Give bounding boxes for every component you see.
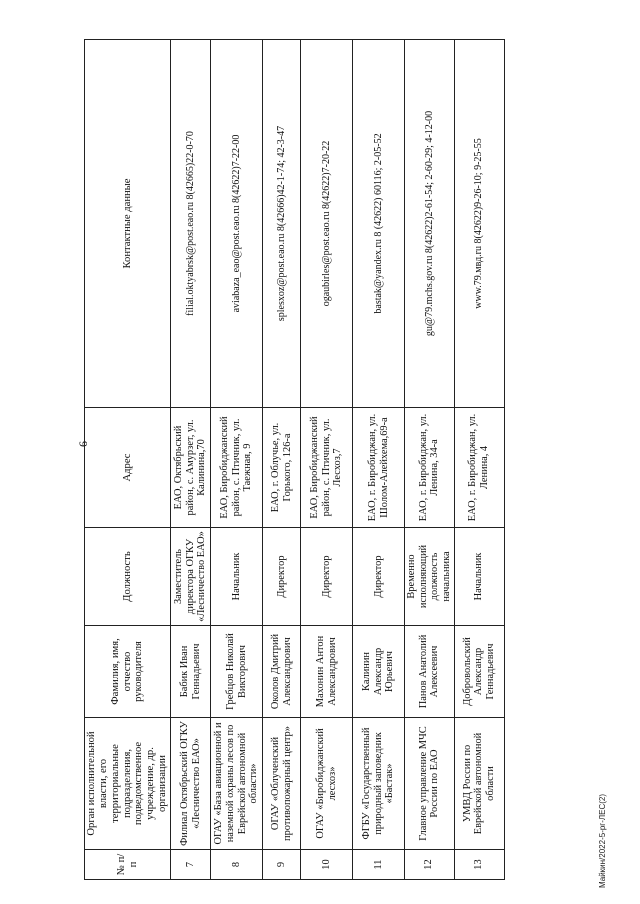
contacts-cell: www.79.мвд.ru 8(42622)9-26-10; 9-25-55 [454,40,504,408]
contacts-cell: bastak@yandex.ru 8 (42622) 60116; 2-05-52 [353,40,405,408]
contacts-cell: ogaubirles@post.eao.ru 8(42622)7-20-22 [301,40,353,408]
organization-cell: ФГБУ «Государственный природный заповедник «Бастак» [353,718,405,850]
header-number: № п/п [85,850,171,880]
table-row [353,40,405,880]
organization-cell: УМВД России по Еврейской автономной области [454,718,504,850]
position-cell: Директор [301,528,353,626]
row-number: 11 [353,850,405,880]
address-cell: ЕАО, г. Биробиджан, ул. Шолом-Алейхема,69-а [353,408,405,528]
row-number: 7 [171,850,211,880]
address-cell: ЕАО, Биробиджанский район, с. Птичник, ул. Лесхоз,7 [301,408,353,528]
table-row [171,40,211,880]
contacts-cell: filial.oktyabrsk@post.eao.ru 8(42665)22-0-70 [171,40,211,408]
organization-cell: Филиал Октябрьский ОГКУ «Лесничество ЕАО» [171,718,211,850]
table-header-row [85,40,171,880]
position-cell: Заместитель директора ОГКУ «Лесничество ЕАО» [171,528,211,626]
head-name-cell: Добровольский Александр Геннадьевич [454,626,504,718]
table-row [211,40,263,880]
position-cell: Директор [353,528,405,626]
position-cell: Директор [263,528,301,626]
row-number: 12 [405,850,455,880]
organization-cell: ОГАУ «Облученский противопожарный центр» [263,718,301,850]
organization-cell: ОГАУ «Биробиджанский лесхоз» [301,718,353,850]
address-cell: ЕАО, г. Облучье, ул. Горького, 126-а [263,408,301,528]
row-number: 10 [301,850,353,880]
header-organization: Орган исполнительной власти, его территориальные подразделения, подведомственное учреждение, др. организации [85,718,171,850]
address-cell: ЕАО, г. Биробиджан, ул. Ленина, 34-а [405,408,455,528]
organization-cell: Главное управление МЧС России по ЕАО [405,718,455,850]
table-row [263,40,301,880]
header-position: Должность [85,528,171,626]
position-cell: Временно исполняющий должность начальника [405,528,455,626]
table-row [405,40,455,880]
contacts-table-container [84,40,501,880]
page-number: 6 [76,441,90,447]
head-name-cell: Махонин Антон Александрович [301,626,353,718]
head-name-cell: Гребцов Николай Викторович [211,626,263,718]
position-cell: Начальник [454,528,504,626]
position-cell: Начальник [211,528,263,626]
contacts-cell: gu@79.mchs.gov.ru 8(42622)2-61-54; 2-60-29; 4-12-00 [405,40,455,408]
address-cell: ЕАО, г. Биробиджан, ул. Ленина, 4 [454,408,504,528]
header-address: Адрес [85,408,171,528]
organization-cell: ОГАУ «База авиационной и наземной охраны лесов по Еврейской автономной области» [211,718,263,850]
head-name-cell: Панов Анатолий Алексеевич [405,626,455,718]
contacts-cell: splesxoz@post.eao.ru 8(42666)42-1-74; 42-3-47 [263,40,301,408]
header-contacts: Контактные данные [85,40,171,408]
header-head-name: Фамилия, имя, отчество руководителя [85,626,171,718]
address-cell: ЕАО, Октябрьский район, с. Амурзет, ул. Калинина,70 [171,408,211,528]
head-name-cell: Калинин Александр Юрьевич [353,626,405,718]
table-row [454,40,504,880]
row-number: 13 [454,850,504,880]
table-row [301,40,353,880]
row-number: 8 [211,850,263,880]
head-name-cell: Околов Дмитрий Александрович [263,626,301,718]
head-name-cell: Бабик Иван Геннадьевич [171,626,211,718]
contacts-cell: aviabaza_eao@post.eao.ru 8(42622)7-22-00 [211,40,263,408]
row-number: 9 [263,850,301,880]
contacts-table [84,39,505,880]
document-reference-note: Майкин/2022-5-рг-ЛЕС(2) [598,793,607,888]
address-cell: ЕАО, Биробиджанский район, с. Птичник, ул. Таежная, 9 [211,408,263,528]
